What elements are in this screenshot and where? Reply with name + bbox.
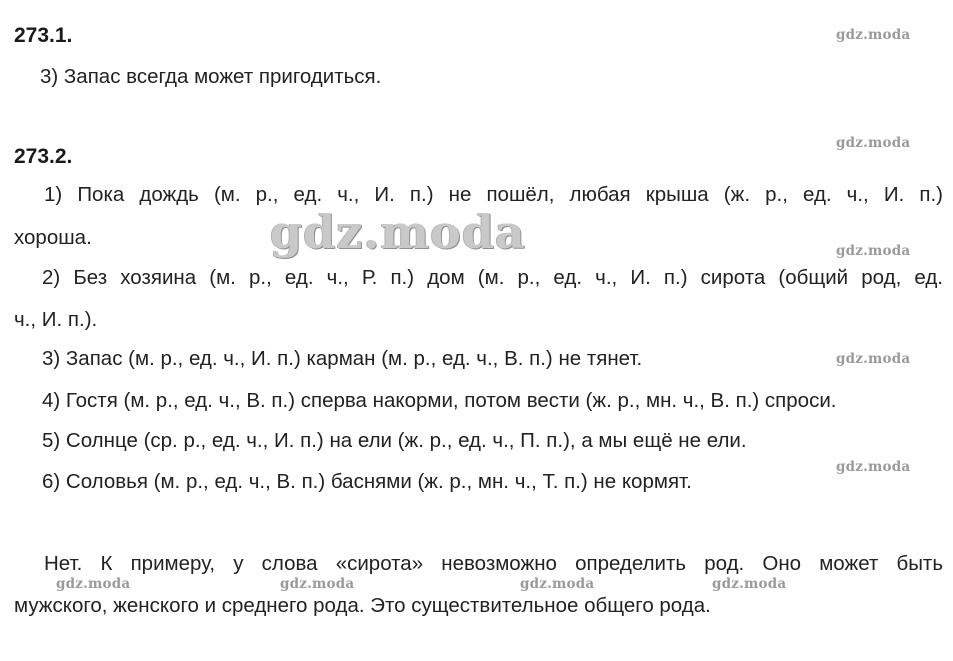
watermark-small: gdz.moda: [712, 576, 787, 592]
exercise-heading-273-1: 273.1.: [14, 24, 73, 47]
watermark-large: gdz.moda: [270, 205, 526, 259]
watermark-small: gdz.moda: [836, 243, 911, 259]
watermark-small: gdz.moda: [836, 27, 911, 43]
item-5: 5) Солнце (ср. р., ед. ч., И. п.) на ели (ж. р., ед. ч., П. п.), а мы ещё не ели.: [42, 429, 747, 452]
item-6: 6) Соловья (м. р., ед. ч., В. п.) баснями (ж. р., мн. ч., Т. п.) не кормят.: [42, 470, 692, 493]
watermark-small: gdz.moda: [836, 351, 911, 367]
item-1-line-1: 1) Пока дождь (м. р., ед. ч., И. п.) не пошёл, любая крыша (ж. р., ед. ч., И. п.): [44, 183, 943, 206]
watermark-small: gdz.moda: [836, 459, 911, 475]
item-1-line-2: хороша.: [14, 226, 92, 249]
conclusion-line-2: мужского, женского и среднего рода. Это существительное общего рода.: [14, 594, 711, 617]
watermark-small: gdz.moda: [280, 576, 355, 592]
answer-273-1: 3) Запас всегда может пригодиться.: [40, 65, 382, 88]
exercise-heading-273-2: 273.2.: [14, 145, 73, 168]
watermark-small: gdz.moda: [56, 576, 131, 592]
item-2-line-2: ч., И. п.).: [14, 308, 98, 331]
conclusion-line-1: Нет. К примеру, у слова «сирота» невозможно определить род. Оно может быть: [44, 552, 943, 575]
watermark-small: gdz.moda: [520, 576, 595, 592]
item-4: 4) Гостя (м. р., ед. ч., В. п.) сперва накорми, потом вести (ж. р., мн. ч., В. п.) спроси.: [42, 389, 837, 412]
watermark-small: gdz.moda: [836, 135, 911, 151]
item-3: 3) Запас (м. р., ед. ч., И. п.) карман (м. р., ед. ч., В. п.) не тянет.: [42, 347, 643, 370]
item-2-line-1: 2) Без хозяина (м. р., ед. ч., Р. п.) дом (м. р., ед. ч., И. п.) сирота (общий род, ед.: [42, 266, 943, 289]
